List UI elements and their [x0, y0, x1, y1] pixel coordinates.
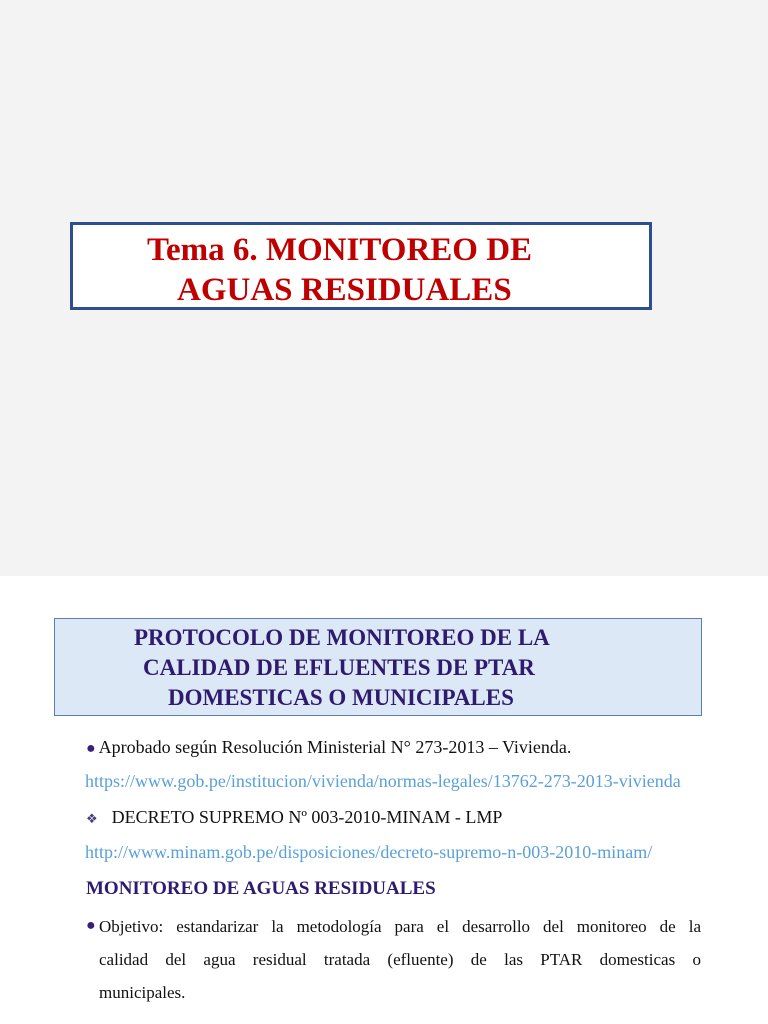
section-heading: MONITOREO DE AGUAS RESIDUALES [86, 878, 436, 899]
approval-text: Aprobado según Resolución Ministerial N° 273-2013 – Vivienda. [98, 737, 572, 757]
decree-text: DECRETO SUPREMO Nº 003-2010-MINAM - LMP [111, 807, 503, 827]
diamond-bullet-icon: ❖ [86, 811, 98, 826]
bullet-icon: ● [86, 740, 96, 757]
decree-link[interactable]: http://www.minam.gob.pe/disposiciones/decreto-supremo-n-003-2010-minam/ [85, 842, 653, 862]
objective-line-3: municipales. [99, 983, 186, 1002]
title-line-1: Tema 6. MONITOREO DE [147, 232, 533, 268]
bullet-icon: ● [86, 917, 96, 934]
title-box [70, 222, 652, 310]
title-line-2: AGUAS RESIDUALES [177, 272, 512, 308]
decree-item [86, 807, 502, 828]
approval-link[interactable]: https://www.gob.pe/institucion/vivienda/normas-legales/13762-273-2013-vivienda [85, 771, 681, 791]
approval-item [86, 737, 571, 758]
slide-protocol [0, 576, 768, 1024]
protocol-title-box [54, 618, 702, 716]
protocol-title-line-1: PROTOCOLO DE MONITOREO DE LA [134, 625, 550, 650]
protocol-title-line-2: CALIDAD DE EFLUENTES DE PTAR [143, 655, 535, 680]
objective-line-1: Objetivo: estandarizar la metodología para el desarrollo del monitoreo de la [99, 917, 701, 936]
protocol-title-line-3: DOMESTICAS O MUNICIPALES [168, 685, 514, 710]
objective-line-2: calidad del agua residual tratada (efluente) de las PTAR domesticas o [99, 950, 701, 969]
